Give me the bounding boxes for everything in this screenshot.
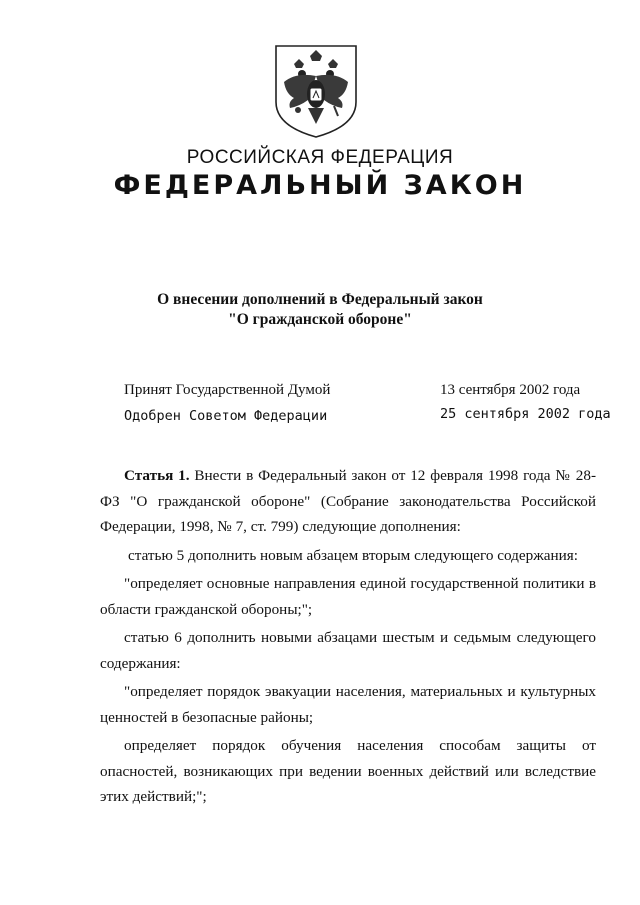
law-title-line-1: О внесении дополнений в Федеральный закон xyxy=(157,291,483,308)
coat-of-arms-icon xyxy=(272,42,360,140)
council-approval-date: 25 сентября 2002 года xyxy=(440,406,611,422)
amendment-paragraph-1: статью 5 дополнить новым абзацем вторым следующего содержания: xyxy=(128,546,578,564)
article-label: Статья 1. xyxy=(124,467,190,484)
law-body xyxy=(100,463,596,810)
article-text: Внести в Федеральный закон от 12 февраля 1998 года № 28-ФЗ "О гражданской обороне" (Собрание законодательства Российской Федерации, 1998, № 7, ст. 799) следующие дополнения: xyxy=(100,467,596,535)
council-approval-label: Одобрен Советом Федерации xyxy=(124,408,328,424)
law-title xyxy=(0,290,640,330)
amendment-paragraph-4: "определяет порядок эвакуации населения, материальных и культурных ценностей в безопасные районы; xyxy=(100,683,596,726)
duma-adoption-label: Принят Государственной Думой xyxy=(124,382,331,398)
country-name: РОССИЙСКАЯ ФЕДЕРАЦИЯ xyxy=(186,147,454,168)
amendment-paragraph-3: статью 6 дополнить новыми абзацами шестым и седьмым следующего содержания: xyxy=(100,629,596,672)
amendment-paragraph-2: "определяет основные направления единой государственной политики в области гражданской обороны;"; xyxy=(100,575,596,618)
duma-adoption-date: 13 сентября 2002 года xyxy=(440,382,581,398)
law-title-line-2: "О гражданской обороне" xyxy=(228,311,412,328)
article-1-paragraph xyxy=(100,463,596,540)
document-type-heading: ФЕДЕРАЛЬНЫЙ ЗАКОН xyxy=(113,170,527,201)
amendment-paragraph-5: определяет порядок обучения населения способам защиты от опасностей, возникающих при ведении военных действий или вследствие этих действий;"; xyxy=(100,737,596,805)
